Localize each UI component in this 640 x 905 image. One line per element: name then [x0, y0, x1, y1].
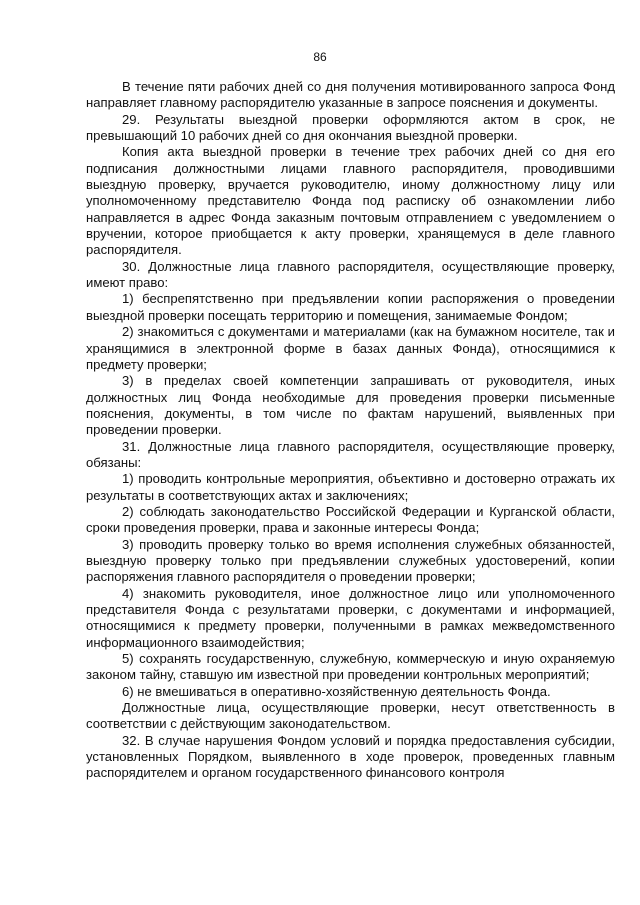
document-body [86, 79, 615, 782]
paragraph-32: 32. В случае нарушения Фондом условий и порядка предоставления субсидии, установленных Порядком, выявленного в ходе проверок, проведенных главным распорядителем и органом государственного финансового контроля [86, 732, 615, 781]
list-item-31-1: 1) проводить контрольные мероприятия, объективно и достоверно отражать их результаты в соответствующих актах и заключениях; [86, 471, 615, 503]
list-item-30-3: 3) в пределах своей компетенции запрашивать от руководителя, иных должностных лиц Фонда необходимые для проведения проверки письменные пояснения, документы, в том числе по фактам нарушений, выявленных при проведении проверки. [86, 373, 615, 438]
paragraph-request-deadline: В течение пяти рабочих дней со дня получения мотивированного запроса Фонд направляет главному распорядителю указанные в запросе пояснения и документы. [86, 79, 615, 111]
paragraph-29: 29. Результаты выездной проверки оформляются актом в срок, не превышающий 10 рабочих дней со дня окончания выездной проверки. [86, 111, 615, 144]
page-number: 86 [313, 50, 327, 64]
paragraph-act-copy: Копия акта выездной проверки в течение трех рабочих дней со дня его подписания должностными лицами главного распорядителя, проводившими выездную проверку, вручается руководителю, иному должностному лицу или уполномоченному представителю Фонда под расписку об ознакомлении либо направляется в адрес Фонда заказным почтовым отправлением с уведомлением о вручении, которое приобщается к акту проверки, хранящемуся в деле главного распорядителя. [86, 144, 615, 258]
paragraph-31: 31. Должностные лица главного распорядителя, осуществляющие проверку, обязаны: [86, 438, 615, 470]
list-item-31-5: 5) сохранять государственную, служебную, коммерческую и иную охраняемую законом тайну, ставшую им известной при проведении контрольных мероприятий; [86, 651, 615, 683]
list-item-31-6: 6) не вмешиваться в оперативно-хозяйственную деятельность Фонда. [122, 683, 551, 699]
list-item-30-1: 1) беспрепятственно при предъявлении копии распоряжения о проведении выездной проверки посещать территорию и помещения, занимаемые Фондом; [86, 291, 615, 323]
paragraph-30: 30. Должностные лица главного распорядителя, осуществляющие проверку, имеют право: [86, 258, 615, 291]
list-item-31-2: 2) соблюдать законодательство Российской Федерации и Курганской области, сроки проведения проверки, права и законные интересы Фонда; [86, 503, 615, 536]
list-item-31-3: 3) проводить проверку только во время исполнения служебных обязанностей, выездную проверку только при предъявлении служебных удостоверений, копии распоряжения главного распорядителя о проведении проверки; [86, 536, 615, 585]
list-item-30-2: 2) знакомиться с документами и материалами (как на бумажном носителе, так и хранящимися в электронной форме в базах данных Фонда), относящимися к предмету проверки; [86, 324, 615, 372]
list-item-31-4: 4) знакомить руководителя, иное должностное лицо или уполномоченного представителя Фонда с результатами проверки, с документами и информацией, относящимися к предмету проверки, полученными в рамках межведомственного информационного взаимодействия; [86, 585, 615, 650]
paragraph-responsibility: Должностные лица, осуществляющие проверки, несут ответственность в соответствии с действующим законодательством. [86, 700, 615, 732]
